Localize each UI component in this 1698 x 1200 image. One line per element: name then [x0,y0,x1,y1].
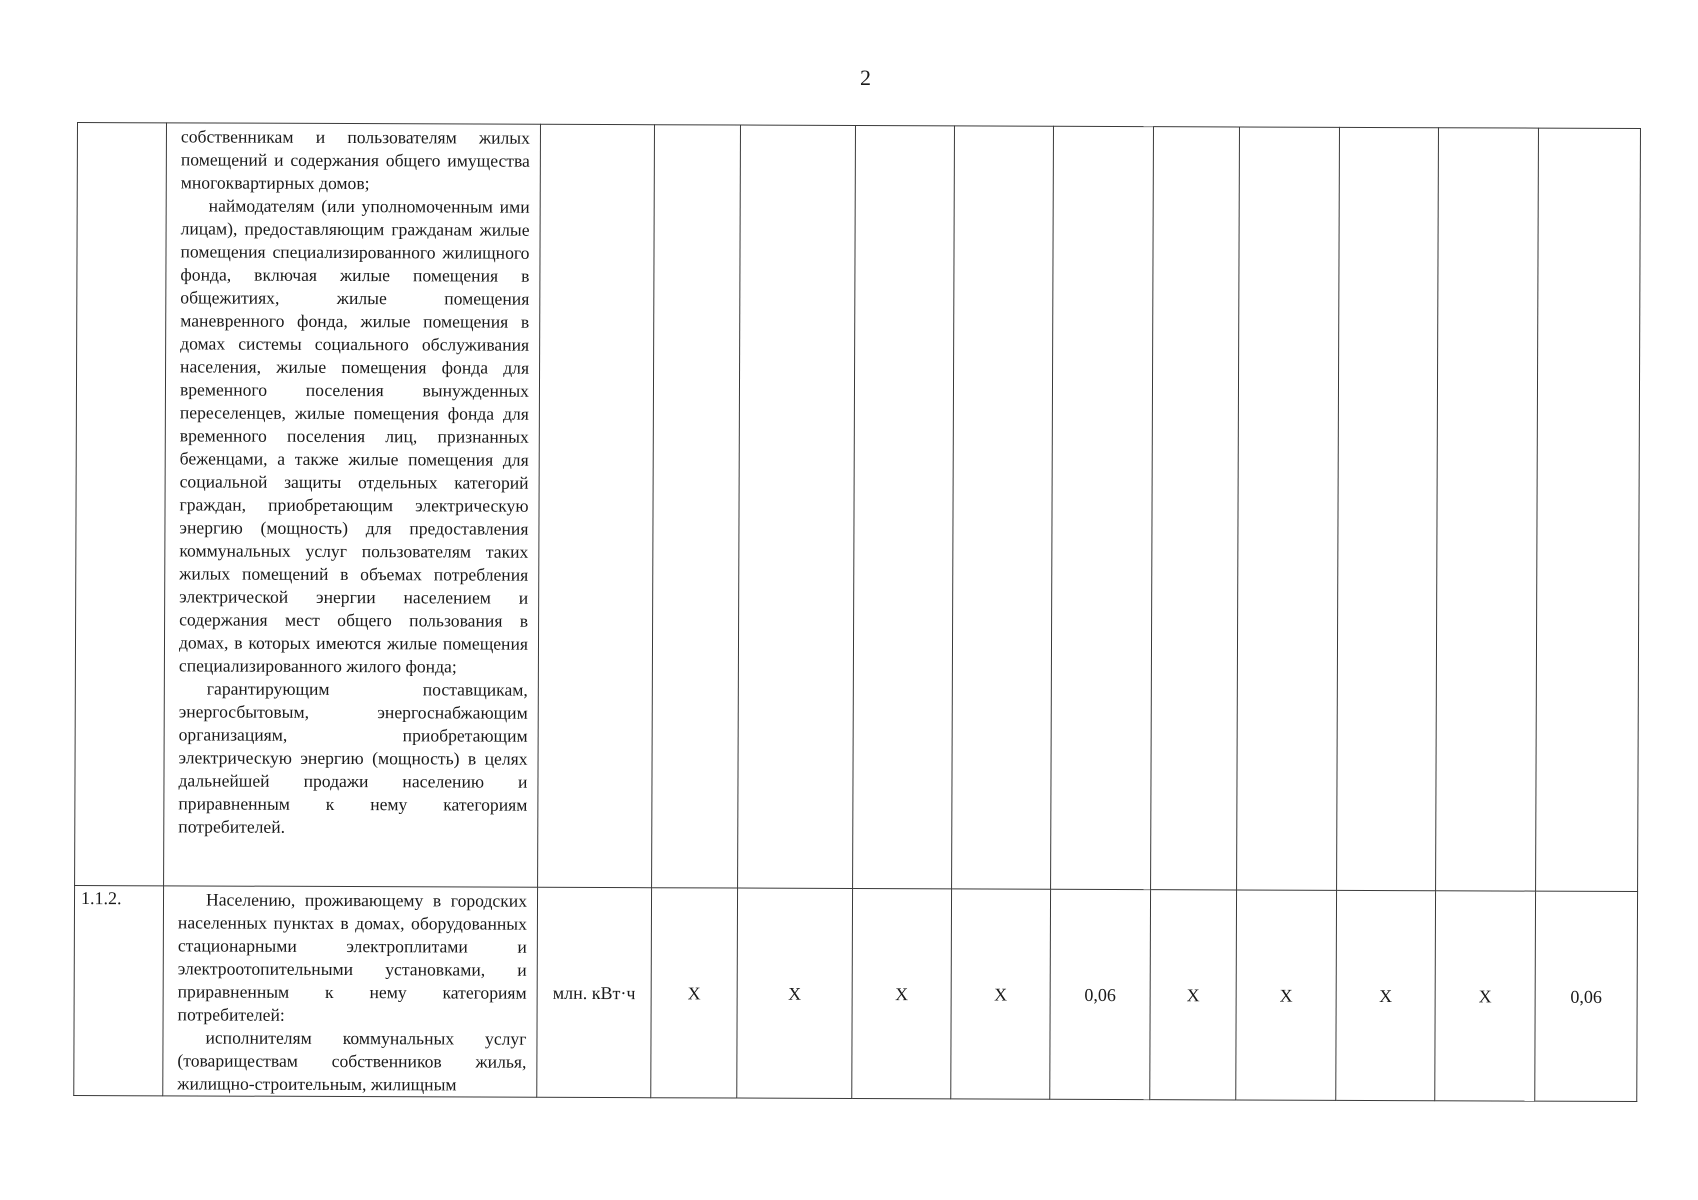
description-paragraph: собственникам и пользователям жилых помещений и содержания общего имущества многоквартирных домов; [180,126,530,194]
value-cell: 0,06 [1050,889,1151,1099]
description-paragraph: исполнителям коммунальных услуг (товариществам собственников жилья, жилищно-строительным, жилищным [177,1027,527,1095]
value-cell: X [651,888,738,1098]
value-cell: 0,06 [1535,891,1638,1101]
value-cell [738,125,856,888]
value-cell: X [737,888,853,1098]
value-cell: X [1435,891,1536,1101]
row-description [163,886,538,1097]
description-paragraph: наймодателям (или уполномоченным ими лицам), предоставляющим гражданам жилые помещения специализированного жилищного фонда, включая жилые помещения в общежитиях, жилые помещения маневренного фонда, жилые помещения в домах системы социального обслуживания населения, жилые помещения фонда для временного поселения вынужденных переселенцев, жилые помещения фонда для временного поселения лиц, признанных беженцами, а также жилые помещения для социальной защиты отдельных категорий граждан, приобретающим электрическую энергию (мощность) для предоставления коммунальных услуг пользователям таких жилых помещений в объемах потребления электрической энергии населением и содержания мест общего пользования в домах, в которых имеются жилые помещения специализированного жилого фонда; [178,195,530,677]
value-cell: X [1336,890,1436,1100]
value-cell: X [1236,890,1337,1100]
unit-cell: млн. кВт·ч [537,887,652,1097]
value-cell [1536,128,1641,891]
tariff-table [73,122,1641,1102]
value-cell [1051,126,1154,889]
value-cell: X [1150,890,1237,1100]
value-cell: X [951,889,1051,1099]
row-number: 1.1.2. [74,885,164,1095]
description-paragraph: Населению, проживающему в городских населенных пунктах в домах, оборудованных стационарными электроплитами и электроотопительными установками, и приравненным к нему категориям потребителей: [177,889,528,1025]
value-cell [652,125,741,888]
value-cell [1151,127,1240,890]
value-cell [853,125,955,888]
value-cell: X [852,888,952,1098]
value-cell [1337,127,1439,890]
row-description [164,123,541,887]
row-number [75,123,167,886]
table-row [74,885,1638,1101]
value-cell [1237,127,1340,890]
value-cell [1436,128,1539,891]
description-paragraph: гарантирующим поставщикам, энергосбытовым, энергоснабжающим организациям, приобретающим электрическую энергию (мощность) в целях дальнейшей продажи населению и приравненным к нему категориям потребителей. [178,678,528,837]
unit-cell [538,124,655,887]
table-row [75,123,1641,892]
page-number: 2 [860,65,871,90]
value-cell [952,126,1054,889]
